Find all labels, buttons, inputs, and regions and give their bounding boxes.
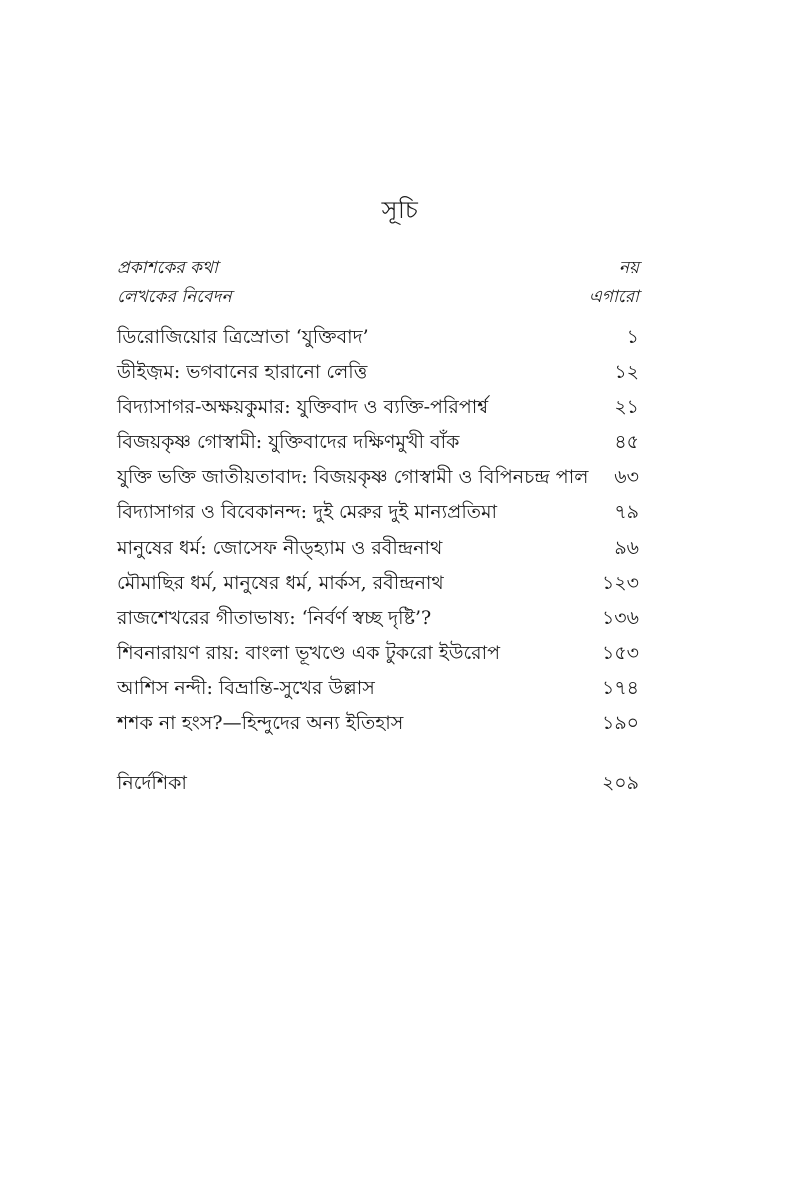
index-entry[interactable] xyxy=(117,768,639,798)
entry-title: শশক না হংস?—হিন্দুদের অন্য ইতিহাস xyxy=(117,712,404,735)
entry-page-number: ১২৩ xyxy=(601,571,639,594)
entry-title: শিবনারায়ণ রায়: বাংলা ভূখণ্ডে এক টুকরো ইউরোপ xyxy=(117,641,501,664)
entry-page-number: ৭৯ xyxy=(614,501,639,524)
entry-page-number: ১৯০ xyxy=(601,712,639,735)
entry-page-number: ৬৩ xyxy=(614,466,639,489)
entry-title: ডীইজ়ম: ভগবানের হারানো লেত্তি xyxy=(117,361,368,384)
front-matter-entry[interactable] xyxy=(117,254,639,283)
entry-page-number: ১৭৪ xyxy=(601,676,639,699)
chapter-entry[interactable] xyxy=(117,390,639,425)
entry-title: নির্দেশিকা xyxy=(117,772,187,794)
front-matter-entry[interactable] xyxy=(117,283,639,312)
chapter-entry[interactable] xyxy=(117,636,639,671)
page-title: সূচি xyxy=(381,196,419,224)
entry-page-number: ২০৯ xyxy=(601,772,639,794)
chapter-entry[interactable] xyxy=(117,495,639,530)
chapter-entry[interactable] xyxy=(117,355,639,390)
entry-page-number: নয় xyxy=(618,258,639,278)
entry-title: আশিস নন্দী: বিভ্রান্তি-সুখের উল্লাস xyxy=(117,676,375,699)
entry-title: বিদ্যাসাগর ও বিবেকানন্দ: দুই মেরুর দুই মান্যপ্রতিমা xyxy=(117,501,498,524)
entry-title: রাজশেখরের গীতাভাষ্য: ‘নির্বর্ণ স্বচ্ছ দৃষ্টি’? xyxy=(117,606,432,629)
entry-page-number: ৯৬ xyxy=(614,536,639,559)
entry-page-number: ১৫৩ xyxy=(601,641,639,664)
entry-page-number: ৪৫ xyxy=(614,431,639,454)
entry-page-number: ২১ xyxy=(614,396,639,419)
entry-page-number: এগারো xyxy=(588,287,639,307)
entry-title: বিজয়কৃষ্ণ গোস্বামী: যুক্তিবাদের দক্ষিণমুখী বাঁক xyxy=(117,431,460,454)
chapter-entry[interactable] xyxy=(117,531,639,566)
entry-title: যুক্তি ভক্তি জাতীয়তাবাদ: বিজয়কৃষ্ণ গোস্বামী ও বিপিনচন্দ্র পাল xyxy=(117,466,589,489)
chapter-entry[interactable] xyxy=(117,566,639,601)
chapter-entry[interactable] xyxy=(117,601,639,636)
entry-title: লেখকের নিবেদন xyxy=(117,287,232,307)
chapter-entry[interactable] xyxy=(117,706,639,741)
entry-title: মৌমাছির ধর্ম, মানুষের ধর্ম, মার্কস, রবীন্দ্রনাথ xyxy=(117,571,444,594)
chapter-entry[interactable] xyxy=(117,460,639,495)
entry-title: প্রকাশকের কথা xyxy=(117,258,218,278)
chapter-entry[interactable] xyxy=(117,425,639,460)
entry-title: বিদ্যাসাগর-অক্ষয়কুমার: যুক্তিবাদ ও ব্যক্তি-পরিপার্শ্ব xyxy=(117,396,489,419)
index-entry-block xyxy=(117,768,639,798)
chapter-list xyxy=(117,320,639,741)
entry-title: মানুষের ধর্ম: জোসেফ নীড্‌হ্যাম ও রবীন্দ্রনাথ xyxy=(117,536,443,559)
entry-page-number: ১ xyxy=(626,326,639,348)
front-matter-list xyxy=(117,254,639,312)
entry-page-number: ১৩৬ xyxy=(601,606,639,629)
chapter-entry[interactable] xyxy=(117,320,639,355)
entry-page-number: ১২ xyxy=(614,361,639,384)
entry-title: ডিরোজিয়োর ত্রিস্রোতা ‘যুক্তিবাদ’ xyxy=(117,326,369,348)
chapter-entry[interactable] xyxy=(117,671,639,706)
